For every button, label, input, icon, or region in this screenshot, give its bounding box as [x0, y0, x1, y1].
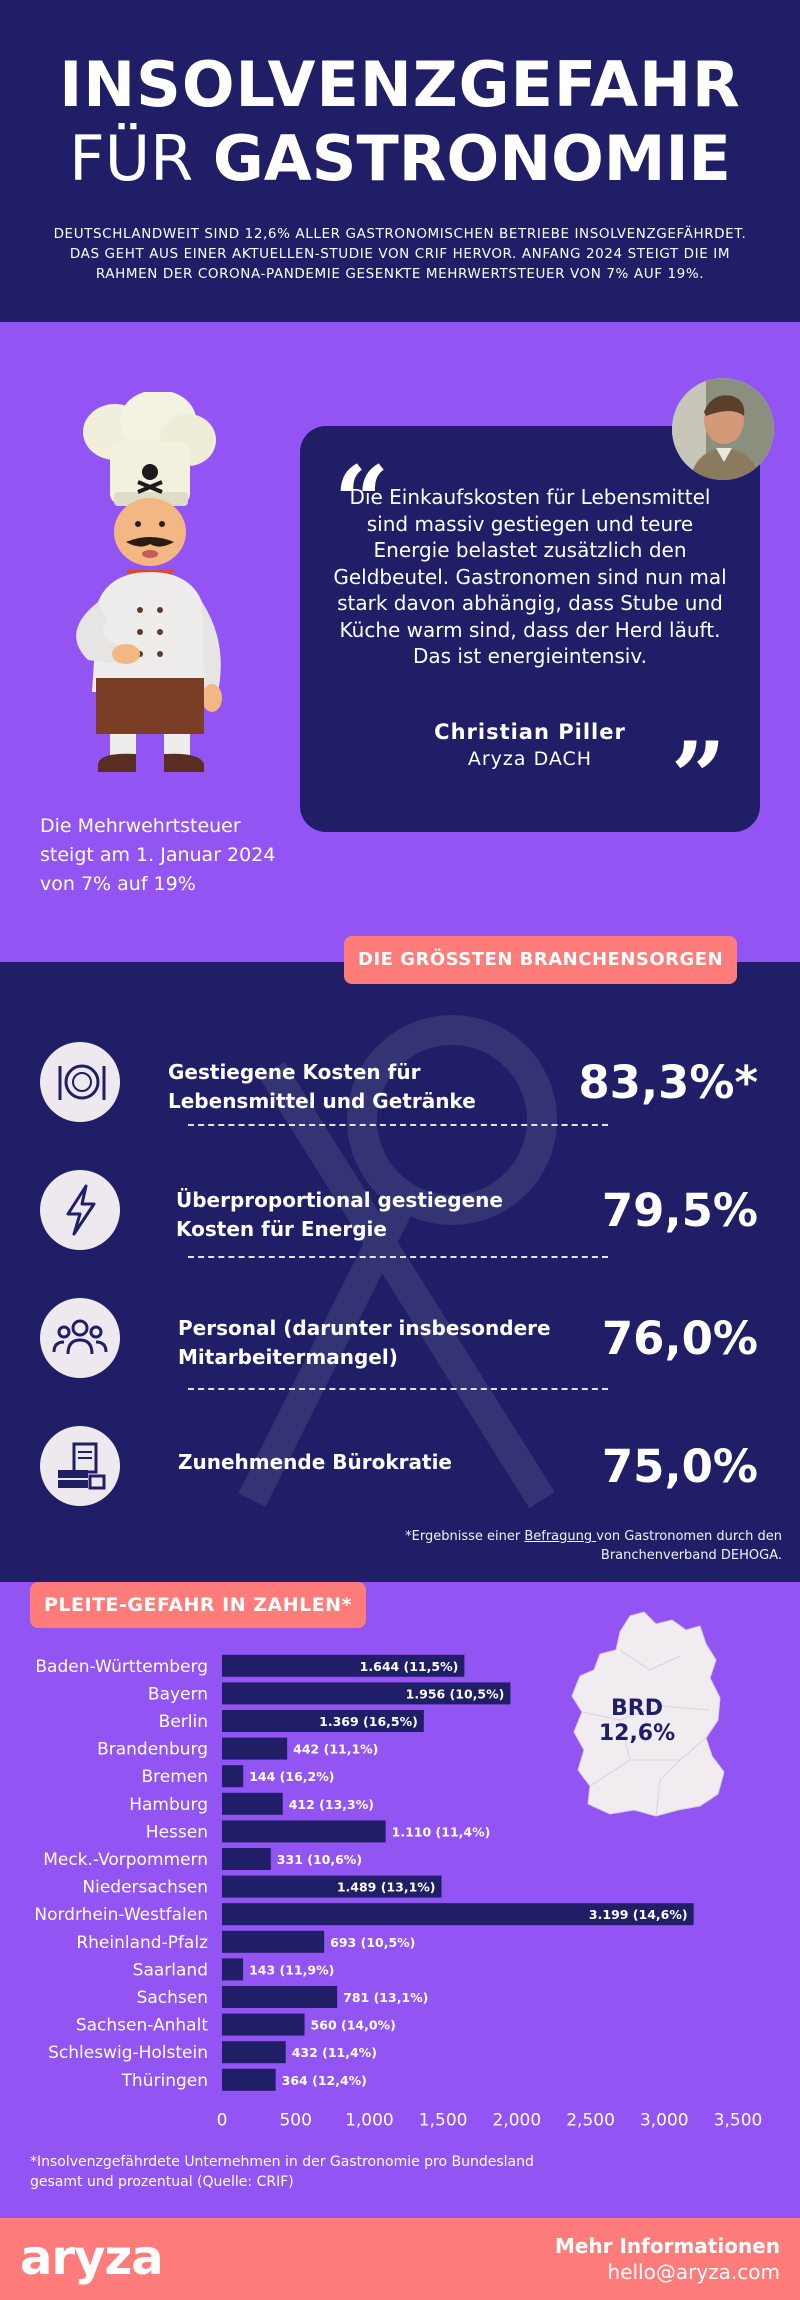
bar-category-label: Schleswig-Holstein: [48, 2043, 208, 2064]
bar: [222, 1738, 287, 1760]
quote-section: [0, 322, 800, 962]
bar-category-label: Brandenburg: [97, 1739, 208, 1760]
concerns-section: [0, 949, 800, 1582]
bar-category-label: Bremen: [141, 1767, 208, 1788]
footer: [0, 2218, 800, 2300]
quote-card: [300, 426, 760, 832]
chef-illustration: [40, 392, 270, 792]
bar: [222, 1793, 283, 1815]
bar-value-label: 364 (12,4%): [281, 2072, 367, 2088]
bar-value-label: 331 (10,6%): [276, 1852, 363, 1867]
bar-category-label: Sachsen-Anhalt: [75, 2015, 208, 2036]
bar: [222, 2069, 276, 2091]
bar: [222, 1958, 243, 1980]
bar-category-label: Bayern: [147, 1684, 208, 1705]
bar-value-label: 781 (13,1%): [343, 1990, 429, 2005]
bar: [222, 2041, 286, 2063]
bar-value-label: 1.956 (10,5%): [405, 1686, 505, 1702]
bar: [222, 1848, 271, 1870]
lightning-icon: [40, 1170, 120, 1250]
bar-value-label: 1.369 (16,5%): [319, 1714, 418, 1729]
more-info-label: Mehr Informationen: [554, 2234, 780, 2258]
paperwork-icon: [40, 1426, 120, 1506]
quote-open-icon: “: [334, 445, 390, 558]
bar: [222, 1986, 337, 2008]
author-avatar: [672, 378, 774, 480]
bar-category-label: Baden-Württemberg: [35, 1656, 208, 1677]
x-tick-label: 1,500: [418, 2110, 468, 2131]
bar-value-label: 1.489 (13,1%): [336, 1879, 436, 1895]
bar-value-label: 442 (11,1%): [293, 1741, 379, 1757]
quote-close-icon: ”: [670, 721, 726, 834]
concern-row: [0, 1290, 800, 1380]
concerns-badge: DIE GRÖSSTEN BRANCHENSORGEN: [344, 936, 737, 984]
concern-label: Zunehmende Bürokratie: [178, 1450, 452, 1474]
divider: [188, 1388, 608, 1390]
bar-category-label: Thüringen: [121, 2070, 208, 2091]
hero-header: [0, 0, 800, 322]
aryza-logo[interactable]: aryza: [20, 2230, 163, 2286]
bar-value-label: 144 (16,2%): [249, 1769, 335, 1785]
concern-label: Überproportional gestiegene Kosten für Energie: [176, 1188, 503, 1241]
bar: [222, 1931, 324, 1953]
bar-value-label: 693 (10,5%): [330, 1934, 416, 1950]
bar: [222, 1820, 386, 1842]
page-title-line1: INSOLVENZGEFAHR: [59, 48, 741, 121]
plate-cutlery-icon: [40, 1042, 120, 1122]
concern-label: Personal (darunter insbesondere Mitarbeitermangel): [178, 1316, 551, 1369]
concern-value: 76,0%: [601, 1312, 758, 1365]
concern-value: 83,3%*: [578, 1056, 758, 1109]
vat-note: Die Mehrwehrtsteuer steigt am 1. Januar 2024 von 7% auf 19%: [40, 815, 276, 895]
numbers-footnote: *Insolvenzgefährdete Unternehmen in der Gastronomie pro Bundesland gesamt und prozentual (Quelle: CRIF): [30, 2154, 534, 2190]
page-title-bold: GASTRONOMIE: [212, 122, 731, 195]
bar: [222, 1765, 243, 1787]
concern-row: [0, 1162, 800, 1252]
brd-label: BRD: [611, 1696, 663, 1721]
numbers-badge: PLEITE-GEFAHR IN ZAHLEN*: [30, 1582, 366, 1628]
bar-category-label: Meck.-Vorpommern: [43, 1850, 208, 1870]
bar-category-label: Nordrhein-Westfalen: [34, 1905, 208, 1926]
intro-text: DEUTSCHLANDWEIT SIND 12,6% ALLER GASTRONOMISCHEN BETRIEBE INSOLVENZGEFÄHRDET. DAS GEHT AUS EINER AKTUELLEN-STUDIE VON CRIF HERVOR. ANFANG 2024 STEIGT DIE IM RAHMEN DER CORONA-PANDEMIE GESENKTE MEHRWERTSTEUER VON 7% AUF 19%.: [53, 226, 747, 282]
footnote-post: von Gastronomen durch den Branchenverband DEHOGA.: [596, 1529, 782, 1563]
email-link[interactable]: hello@aryza.com: [607, 2260, 780, 2284]
x-tick-label: 3,000: [639, 2110, 689, 2131]
bar: [222, 2014, 305, 2036]
bar-category-label: Niedersachsen: [82, 1877, 208, 1898]
bar-value-label: 432 (11,4%): [291, 2045, 377, 2061]
concern-label: Gestiegene Kosten für Lebensmittel und Getränke: [168, 1060, 476, 1113]
numbers-section: [0, 1582, 800, 2218]
survey-link[interactable]: Befragung: [524, 1529, 597, 1544]
concern-row: [0, 1034, 800, 1124]
quote-text: Die Einkaufskosten für Lebensmittel sind massiv gestiegen und teure Energie belastet zusätzlich den Geldbeutel. Gastronomen sind nun mal stark davon abhängig, dass Stube und Küche warm sind, dass der Herd läuft. Das ist energieintensiv.: [333, 485, 727, 668]
bar-value-label: 560 (14,0%): [310, 2017, 396, 2033]
divider: [188, 1124, 608, 1126]
x-tick-label: 500: [279, 2110, 312, 2131]
bar-value-label: 1.644 (11,5%): [359, 1658, 459, 1674]
x-tick-label: 0: [216, 2110, 228, 2131]
bar-category-label: Hessen: [145, 1822, 208, 1843]
x-tick-label: 2,000: [492, 2110, 542, 2131]
bar-category-label: Rheinland-Pfalz: [76, 1932, 208, 1953]
page-title-light: FÜR: [69, 122, 194, 195]
avatar-photo: [672, 378, 774, 480]
x-tick-label: 3,500: [713, 2110, 763, 2131]
concern-value: 79,5%: [601, 1184, 758, 1237]
bar-category-label: Sachsen: [136, 1988, 208, 2008]
bar-value-label: 143 (11,9%): [249, 1962, 335, 1978]
footnote-pre: *Ergebnisse einer: [405, 1529, 525, 1544]
quote-author: Christian Piller: [434, 720, 626, 744]
bar-value-label: 1.110 (11,4%): [391, 1824, 491, 1840]
x-tick-label: 2,500: [566, 2110, 615, 2131]
concern-row: [0, 1418, 800, 1508]
concerns-footnote: [342, 1527, 782, 1565]
bar-value-label: 3.199 (14,6%): [588, 1907, 688, 1923]
people-icon: [40, 1298, 120, 1378]
bar-category-label: Hamburg: [129, 1794, 208, 1815]
state-bar-chart: [0, 1582, 800, 2142]
bar-category-label: Saarland: [132, 1960, 208, 1981]
divider: [188, 1256, 608, 1258]
x-tick-label: 1,000: [345, 2110, 394, 2131]
bar-category-label: Berlin: [158, 1712, 208, 1732]
quote-role: Aryza DACH: [467, 748, 593, 770]
bar-value-label: 412 (13,3%): [288, 1796, 374, 1812]
concern-value: 75,0%: [601, 1440, 758, 1493]
page-title-line2: [0, 122, 800, 195]
brd-value: 12,6%: [598, 1721, 676, 1746]
